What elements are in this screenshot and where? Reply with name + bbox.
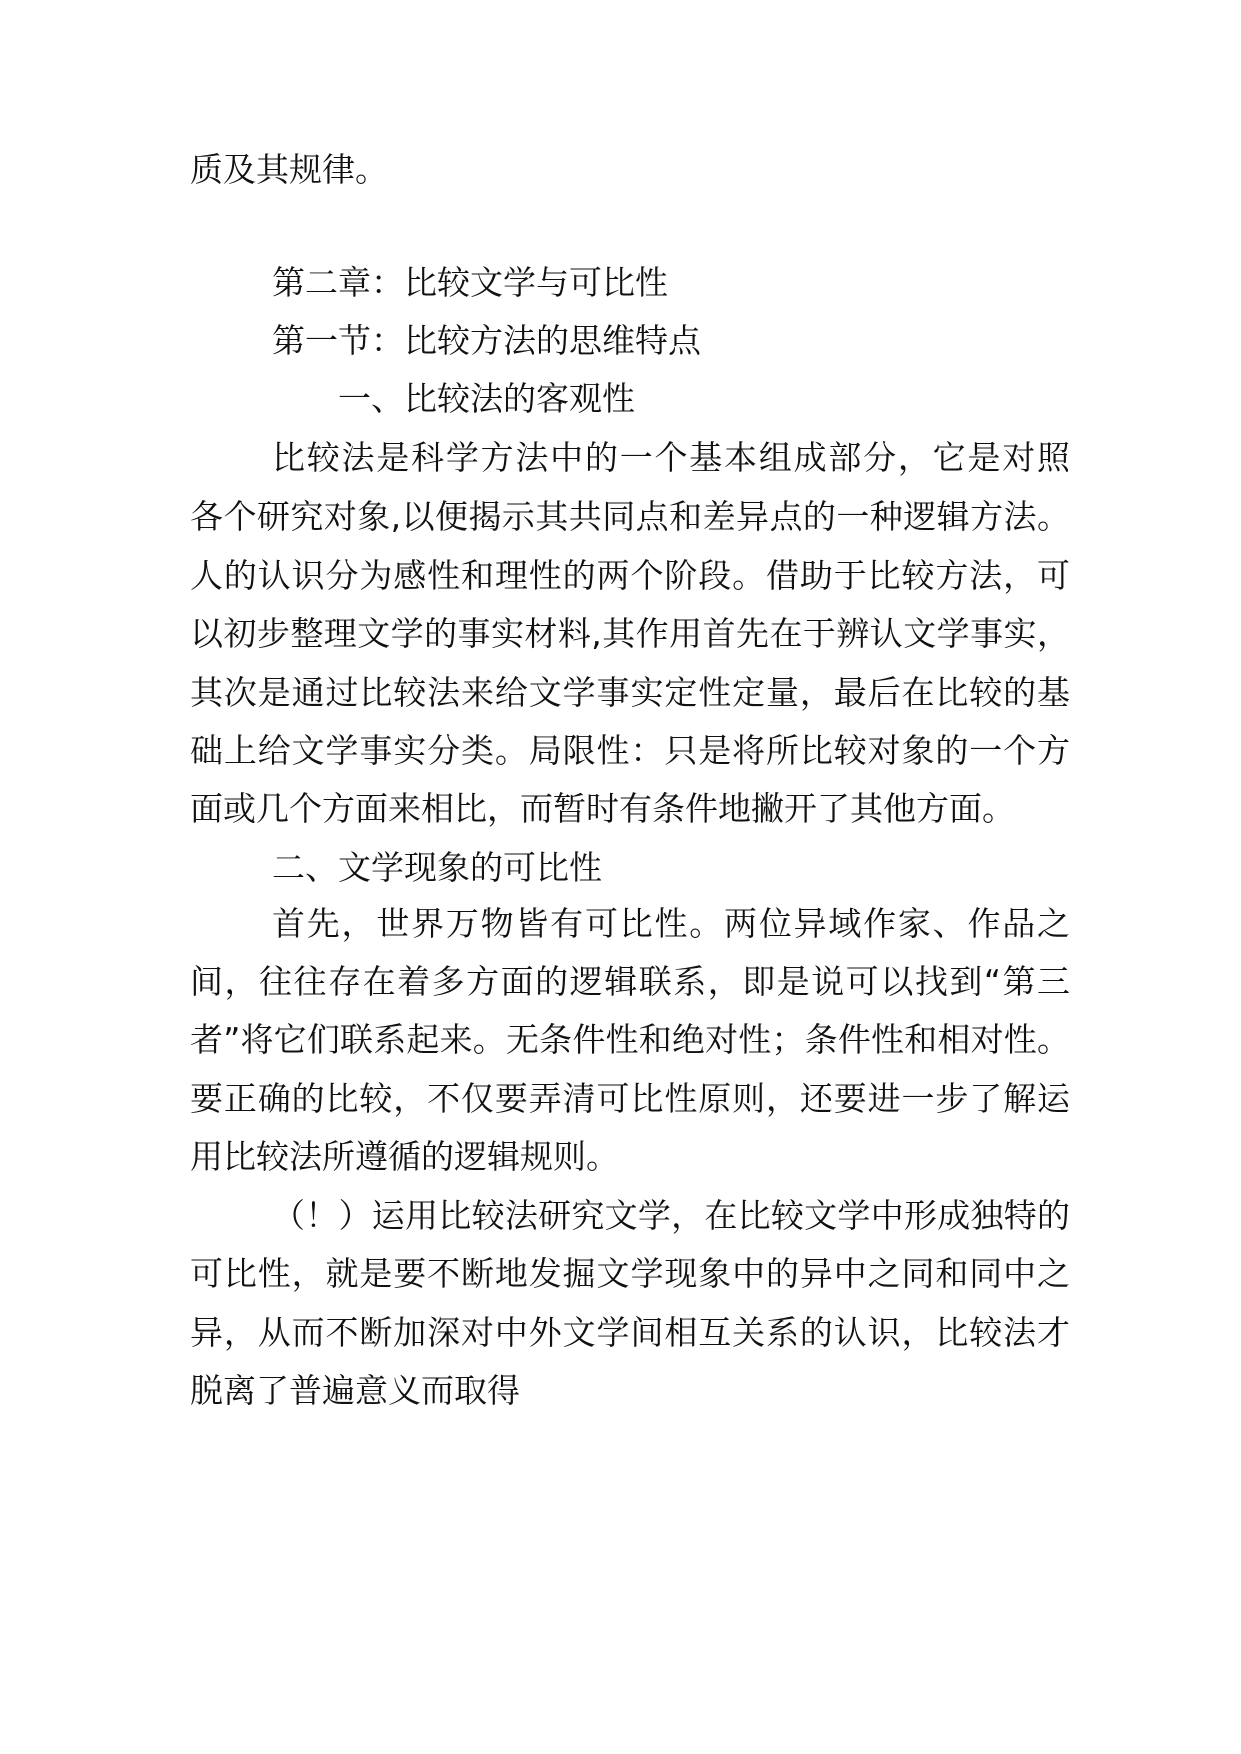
paragraph-3-line: 脱离了普遍意义而取得 xyxy=(190,1371,520,1410)
paragraph-1-line: 各个研究对象,以便揭示其共同点和差异点的一种逻辑方法。 xyxy=(190,497,1070,536)
paragraph-1-line: 其次是通过比较法来给文学事实定性定量，最后在比较的基 xyxy=(190,673,1070,712)
chapter-heading: 第二章：比较文学与可比性 xyxy=(272,263,668,302)
paragraph-1-line: 面或几个方面来相比，而暂时有条件地撇开了其他方面。 xyxy=(190,789,1015,828)
paragraph-3-line: 异，从而不断加深对中外文学间相互关系的认识，比较法才 xyxy=(190,1313,1070,1352)
paragraph-1-line: 比较法是科学方法中的一个基本组成部分，它是对照 xyxy=(272,438,1070,477)
subsection-heading-1: 一、比较法的客观性 xyxy=(338,379,635,418)
paragraph-2-line: 用比较法所遵循的逻辑规则。 xyxy=(190,1137,619,1176)
subsection-heading-2: 二、文学现象的可比性 xyxy=(272,848,602,887)
carryover-line: 质及其规律。 xyxy=(190,150,388,189)
paragraph-2-line: 要正确的比较，不仅要弄清可比性原则，还要进一步了解运 xyxy=(190,1079,1070,1118)
paragraph-1-line: 人的认识分为感性和理性的两个阶段。借助于比较方法，可 xyxy=(190,556,1070,595)
paragraph-2-line: 首先，世界万物皆有可比性。两位异域作家、作品之 xyxy=(272,904,1070,943)
paragraph-1-line: 以初步整理文学的事实材料,其作用首先在于辨认文学事实， xyxy=(190,614,1070,653)
paragraph-2-line: 者”将它们联系起来。无条件性和绝对性；条件性和相对性。 xyxy=(190,1020,1070,1059)
paragraph-3-line: （！）运用比较法研究文学，在比较文学中形成独特的 xyxy=(272,1196,1070,1235)
section-heading: 第一节：比较方法的思维特点 xyxy=(272,321,701,360)
paragraph-3-line: 可比性，就是要不断地发掘文学现象中的异中之同和同中之 xyxy=(190,1254,1070,1293)
paragraph-2-line: 间，往往存在着多方面的逻辑联系，即是说可以找到“第三 xyxy=(190,962,1070,1001)
paragraph-1-line: 础上给文学事实分类。局限性：只是将所比较对象的一个方 xyxy=(190,731,1070,770)
